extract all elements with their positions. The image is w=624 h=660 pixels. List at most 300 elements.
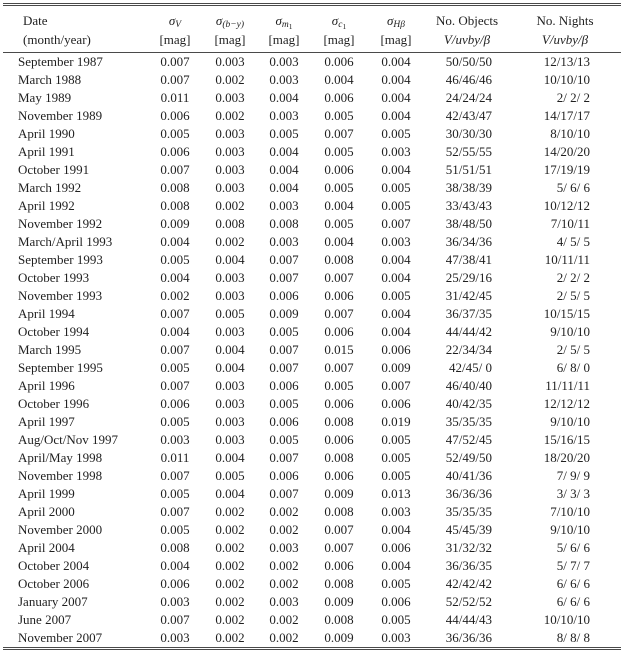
sigma-m1-cell: 0.003 <box>269 54 299 69</box>
sigma-by-cell: 0.002 <box>215 576 245 591</box>
sigma-c1-cell: 0.005 <box>324 144 354 159</box>
objects-cell-value: 38/48/50 <box>445 216 492 231</box>
objects-cell <box>425 107 509 125</box>
sigma-hbeta-cell: 0.005 <box>381 126 411 141</box>
nights-cell <box>509 503 621 521</box>
sigma-v-cell: 0.011 <box>160 450 190 465</box>
table-row <box>3 359 621 377</box>
sigma-hbeta-cell: 0.007 <box>381 378 411 393</box>
date-header-title: Date <box>23 13 48 28</box>
date-cell: November 1998 <box>18 468 103 483</box>
objects-cell <box>425 377 509 395</box>
objects-cell <box>425 269 509 287</box>
nights-cell <box>509 125 621 143</box>
table-row <box>3 125 621 143</box>
sigma-m1-cell: 0.005 <box>269 432 299 447</box>
date-cell: September 1995 <box>18 360 103 375</box>
sigma-hbeta-cell: 0.005 <box>381 576 411 591</box>
table-row <box>3 539 621 557</box>
table-row <box>3 431 621 449</box>
date-cell: March/April 1993 <box>18 234 113 249</box>
objects-cell-value: 25/29/16 <box>445 270 492 285</box>
date-cell: April 2000 <box>18 504 75 519</box>
objects-cell <box>425 323 509 341</box>
sigma-c1-cell: 0.015 <box>324 342 354 357</box>
column-header-date <box>3 5 147 53</box>
sigma-c1-cell: 0.008 <box>324 612 354 627</box>
nights-cell <box>509 251 621 269</box>
table-row <box>3 323 621 341</box>
sigma-c1-cell: 0.009 <box>324 630 354 645</box>
nights-header-subtitle: V/uvby/β <box>541 32 589 47</box>
objects-cell-value: 36/36/36 <box>445 486 492 501</box>
sigma-m1-cell: 0.007 <box>269 360 299 375</box>
table-row <box>3 557 621 575</box>
sigma-by-cell: 0.008 <box>215 216 245 231</box>
objects-cell <box>425 395 509 413</box>
sigma-m1-cell: 0.007 <box>269 342 299 357</box>
sigma-hbeta-cell: 0.004 <box>381 558 411 573</box>
sigma-m1-cell: 0.009 <box>269 306 299 321</box>
paper-page <box>0 3 624 660</box>
nights-cell <box>509 413 621 431</box>
sigma-c1-cell: 0.007 <box>324 270 354 285</box>
table-row <box>3 197 621 215</box>
sigma-v-cell: 0.008 <box>160 180 190 195</box>
sigma-m1-cell: 0.005 <box>269 126 299 141</box>
sigma-v-cell: 0.005 <box>160 360 190 375</box>
nights-cell <box>509 431 621 449</box>
sigma-m1-cell: 0.003 <box>269 234 299 249</box>
sigma-c1-cell: 0.005 <box>324 378 354 393</box>
objects-cell <box>425 53 509 72</box>
date-cell: September 1987 <box>18 54 103 69</box>
date-cell: April 1991 <box>18 144 75 159</box>
objects-cell <box>425 539 509 557</box>
nights-cell-value: 10/12/12 <box>543 198 590 213</box>
nights-cell-value: 8/10/10 <box>550 126 590 141</box>
objects-cell-value: 38/38/39 <box>445 180 492 195</box>
sigma-v-cell: 0.005 <box>160 252 190 267</box>
sigma-hbeta-cell: 0.004 <box>381 306 411 321</box>
date-cell: March 1988 <box>18 72 82 87</box>
sigma-m1-cell: 0.006 <box>269 288 299 303</box>
date-cell: January 2007 <box>18 594 88 609</box>
objects-cell-value: 42/45/ 0 <box>449 360 492 375</box>
nights-cell-value: 9/10/10 <box>550 324 590 339</box>
sigma-v-cell: 0.007 <box>160 72 190 87</box>
nights-cell <box>509 197 621 215</box>
photometry-log-table <box>3 3 621 650</box>
sigma-v-cell: 0.003 <box>160 630 190 645</box>
objects-header-title: No. Objects <box>435 13 499 28</box>
sigma-c1-cell: 0.005 <box>324 216 354 231</box>
sigma-v-cell: 0.007 <box>160 612 190 627</box>
sigma-c1-cell: 0.008 <box>324 414 354 429</box>
nights-cell <box>509 611 621 629</box>
objects-cell <box>425 71 509 89</box>
sigma-c1-cell: 0.007 <box>324 540 354 555</box>
table-row <box>3 251 621 269</box>
objects-cell-value: 42/42/42 <box>445 576 492 591</box>
nights-cell-value: 8/ 8/ 8 <box>556 630 590 645</box>
date-cell: September 1993 <box>18 252 103 267</box>
objects-cell-value: 33/43/43 <box>445 198 492 213</box>
date-cell: November 1993 <box>18 288 103 303</box>
objects-cell-value: 52/49/50 <box>445 450 492 465</box>
table-row <box>3 593 621 611</box>
column-header-sigma-c1: $\sigma_{c_1}$ [mag] <box>311 5 367 53</box>
date-cell: March 1995 <box>18 342 82 357</box>
sigma-v-cell: 0.007 <box>160 162 190 177</box>
nights-cell <box>509 143 621 161</box>
sigma-m1-cell: 0.006 <box>269 378 299 393</box>
nights-cell-value: 10/10/10 <box>543 72 590 87</box>
nights-cell <box>509 539 621 557</box>
table-body <box>3 53 621 649</box>
sigma-hbeta-cell: 0.004 <box>381 90 411 105</box>
sigma-hbeta-cell: 0.019 <box>381 414 411 429</box>
objects-cell <box>425 575 509 593</box>
objects-cell-value: 52/52/52 <box>445 594 492 609</box>
sigma-v-cell: 0.007 <box>160 306 190 321</box>
sigma-v-cell: 0.005 <box>160 486 190 501</box>
sigma-c1-symbol: σ <box>331 13 339 28</box>
sigma-hbeta-cell: 0.004 <box>381 270 411 285</box>
sigma-c1-cell: 0.008 <box>324 450 354 465</box>
sigma-c1-cell: 0.007 <box>324 306 354 321</box>
objects-cell-value: 36/37/35 <box>445 306 492 321</box>
sigma-v-unit: [mag] <box>159 32 191 47</box>
nights-cell-value: 2/ 5/ 5 <box>556 288 590 303</box>
sigma-by-cell: 0.002 <box>215 72 245 87</box>
table-row <box>3 53 621 72</box>
objects-cell-value: 35/35/35 <box>445 414 492 429</box>
date-cell: October 1991 <box>18 162 90 177</box>
nights-cell-value: 5/ 7/ 7 <box>556 558 590 573</box>
sigma-by-cell: 0.004 <box>215 342 245 357</box>
objects-cell <box>425 305 509 323</box>
sigma-by-cell: 0.003 <box>215 288 245 303</box>
sigma-v-cell: 0.007 <box>160 54 190 69</box>
sigma-by-cell: 0.002 <box>215 630 245 645</box>
sigma-by-cell: 0.003 <box>215 126 245 141</box>
table-row <box>3 449 621 467</box>
objects-cell <box>425 557 509 575</box>
sigma-c1-cell: 0.008 <box>324 576 354 591</box>
sigma-v-cell: 0.008 <box>160 540 190 555</box>
date-header-subtitle: (month/year) <box>23 32 91 47</box>
table-row <box>3 89 621 107</box>
table-row <box>3 161 621 179</box>
objects-cell-value: 40/42/35 <box>445 396 492 411</box>
sigma-by-cell: 0.003 <box>215 396 245 411</box>
sigma-m1-cell: 0.002 <box>269 522 299 537</box>
date-cell: April 1990 <box>18 126 75 141</box>
nights-cell-value: 9/10/10 <box>550 522 590 537</box>
sigma-c1-cell: 0.009 <box>324 486 354 501</box>
table-row <box>3 215 621 233</box>
sigma-v-cell: 0.007 <box>160 378 190 393</box>
sigma-v-cell: 0.006 <box>160 576 190 591</box>
table-row <box>3 71 621 89</box>
column-header-sigma-v: $\sigma_V$ [mag] <box>147 5 203 53</box>
nights-cell-value: 7/10/11 <box>550 216 590 231</box>
objects-cell <box>425 611 509 629</box>
sigma-v-cell: 0.004 <box>160 558 190 573</box>
nights-cell <box>509 215 621 233</box>
sigma-m1-cell: 0.002 <box>269 558 299 573</box>
sigma-hbeta-cell: 0.003 <box>381 144 411 159</box>
nights-cell <box>509 305 621 323</box>
sigma-v-cell: 0.005 <box>160 414 190 429</box>
table-row <box>3 575 621 593</box>
nights-cell <box>509 287 621 305</box>
objects-cell <box>425 161 509 179</box>
sigma-m1-cell: 0.003 <box>269 198 299 213</box>
sigma-m1-cell: 0.003 <box>269 594 299 609</box>
sigma-c1-cell: 0.008 <box>324 504 354 519</box>
sigma-m1-cell: 0.004 <box>269 144 299 159</box>
objects-cell-value: 40/41/36 <box>445 468 492 483</box>
sigma-c1-cell: 0.006 <box>324 162 354 177</box>
nights-cell <box>509 521 621 539</box>
date-cell: November 1992 <box>18 216 103 231</box>
sigma-by-unit: [mag] <box>214 32 246 47</box>
nights-cell-value: 12/13/13 <box>543 54 590 69</box>
sigma-m1-cell: 0.004 <box>269 90 299 105</box>
objects-cell <box>425 629 509 649</box>
date-cell: April 1994 <box>18 306 75 321</box>
sigma-v-cell: 0.011 <box>160 90 190 105</box>
nights-cell-value: 14/17/17 <box>543 108 590 123</box>
nights-cell-value: 15/16/15 <box>543 432 590 447</box>
table-row <box>3 611 621 629</box>
nights-cell <box>509 323 621 341</box>
table-row <box>3 413 621 431</box>
sigma-m1-cell: 0.005 <box>269 324 299 339</box>
sigma-c1-cell: 0.006 <box>324 396 354 411</box>
objects-cell <box>425 179 509 197</box>
sigma-v-cell: 0.005 <box>160 522 190 537</box>
objects-cell-value: 36/34/36 <box>445 234 492 249</box>
nights-cell-value: 12/12/12 <box>543 396 590 411</box>
nights-cell <box>509 233 621 251</box>
sigma-m1-cell: 0.002 <box>269 504 299 519</box>
date-cell: October 1996 <box>18 396 90 411</box>
sigma-by-cell: 0.002 <box>215 198 245 213</box>
table-row <box>3 485 621 503</box>
sigma-m1-cell: 0.002 <box>269 612 299 627</box>
sigma-c1-cell: 0.006 <box>324 324 354 339</box>
nights-cell <box>509 161 621 179</box>
sigma-by-cell: 0.003 <box>215 144 245 159</box>
date-cell: April 1997 <box>18 414 75 429</box>
nights-cell-value: 14/20/20 <box>543 144 590 159</box>
table-row <box>3 179 621 197</box>
sigma-by-cell: 0.003 <box>215 54 245 69</box>
nights-cell-value: 18/20/20 <box>543 450 590 465</box>
sigma-hbeta-cell: 0.004 <box>381 72 411 87</box>
objects-cell <box>425 467 509 485</box>
table-row <box>3 287 621 305</box>
table-row <box>3 629 621 649</box>
table-row <box>3 233 621 251</box>
sigma-c1-cell: 0.005 <box>324 180 354 195</box>
sigma-v-symbol: σ <box>168 13 176 28</box>
sigma-hbeta-cell: 0.004 <box>381 324 411 339</box>
sigma-by-cell: 0.002 <box>215 108 245 123</box>
sigma-by-cell: 0.003 <box>215 180 245 195</box>
sigma-hbeta-cell: 0.006 <box>381 396 411 411</box>
nights-cell-value: 6/ 8/ 0 <box>556 360 590 375</box>
sigma-hbeta-cell: 0.007 <box>381 216 411 231</box>
sigma-v-cell: 0.002 <box>160 288 190 303</box>
objects-cell-value: 46/40/40 <box>445 378 492 393</box>
nights-cell-value: 7/ 9/ 9 <box>556 468 590 483</box>
sigma-by-cell: 0.002 <box>215 234 245 249</box>
nights-cell-value: 2/ 5/ 5 <box>556 342 590 357</box>
nights-cell-value: 3/ 3/ 3 <box>556 486 590 501</box>
sigma-by-cell: 0.003 <box>215 162 245 177</box>
sigma-v-cell: 0.004 <box>160 234 190 249</box>
nights-cell <box>509 341 621 359</box>
objects-cell <box>425 89 509 107</box>
nights-cell-value: 2/ 2/ 2 <box>556 90 590 105</box>
sigma-by-cell: 0.003 <box>215 378 245 393</box>
sigma-hbeta-cell: 0.005 <box>381 468 411 483</box>
column-header-sigma-m1: $\sigma_{m_1}$ [mag] <box>257 5 311 53</box>
objects-cell <box>425 359 509 377</box>
sigma-hbeta-cell: 0.003 <box>381 234 411 249</box>
sigma-hbeta-cell: 0.004 <box>381 54 411 69</box>
objects-cell-value: 35/35/35 <box>445 504 492 519</box>
objects-cell-value: 22/34/34 <box>445 342 492 357</box>
sigma-by-cell: 0.002 <box>215 522 245 537</box>
sigma-v-cell: 0.009 <box>160 216 190 231</box>
sigma-v-cell: 0.007 <box>160 342 190 357</box>
sigma-m1-cell: 0.004 <box>269 162 299 177</box>
sigma-by-cell: 0.003 <box>215 90 245 105</box>
nights-cell-value: 9/10/10 <box>550 414 590 429</box>
objects-cell <box>425 485 509 503</box>
sigma-hbeta-cell: 0.004 <box>381 252 411 267</box>
sigma-hbeta-unit: [mag] <box>380 32 412 47</box>
nights-cell <box>509 593 621 611</box>
sigma-hbeta-cell: 0.006 <box>381 540 411 555</box>
nights-cell-value: 4/ 5/ 5 <box>556 234 590 249</box>
objects-cell <box>425 197 509 215</box>
nights-cell <box>509 449 621 467</box>
sigma-m1-cell: 0.008 <box>269 216 299 231</box>
sigma-c1-cell: 0.007 <box>324 360 354 375</box>
date-cell: May 1989 <box>18 90 72 105</box>
table-row <box>3 341 621 359</box>
objects-cell-value: 30/30/30 <box>445 126 492 141</box>
sigma-c1-cell: 0.004 <box>324 234 354 249</box>
nights-cell-value: 5/ 6/ 6 <box>556 180 590 195</box>
column-header-sigma-hbeta: $\sigma_{H\beta}$ [mag] <box>367 5 425 53</box>
sigma-v-cell: 0.005 <box>160 126 190 141</box>
sigma-by-cell: 0.003 <box>215 270 245 285</box>
objects-cell-value: 36/36/36 <box>445 630 492 645</box>
date-cell: November 1989 <box>18 108 103 123</box>
objects-cell-value: 50/50/50 <box>445 54 492 69</box>
nights-cell <box>509 467 621 485</box>
header-row <box>3 5 621 53</box>
nights-cell <box>509 107 621 125</box>
table-row <box>3 467 621 485</box>
sigma-c1-cell: 0.006 <box>324 558 354 573</box>
sigma-v-cell: 0.003 <box>160 432 190 447</box>
objects-cell <box>425 215 509 233</box>
objects-cell-value: 31/32/32 <box>445 540 492 555</box>
sigma-c1-cell: 0.006 <box>324 468 354 483</box>
table-row <box>3 377 621 395</box>
nights-cell <box>509 89 621 107</box>
date-cell: Aug/Oct/Nov 1997 <box>18 432 119 447</box>
sigma-c1-cell: 0.009 <box>324 594 354 609</box>
date-cell: October 2006 <box>18 576 90 591</box>
sigma-hbeta-cell: 0.013 <box>381 486 411 501</box>
nights-cell <box>509 71 621 89</box>
sigma-by-cell: 0.003 <box>215 324 245 339</box>
objects-cell <box>425 503 509 521</box>
nights-cell-value: 17/19/19 <box>543 162 590 177</box>
sigma-m1-cell: 0.002 <box>269 630 299 645</box>
sigma-m1-cell: 0.003 <box>269 72 299 87</box>
table-row <box>3 395 621 413</box>
objects-header-subtitle: V/uvby/β <box>443 32 491 47</box>
objects-cell-value: 52/55/55 <box>445 144 492 159</box>
date-cell: June 2007 <box>18 612 72 627</box>
sigma-by-cell: 0.005 <box>215 468 245 483</box>
nights-cell <box>509 53 621 72</box>
sigma-c1-cell: 0.006 <box>324 288 354 303</box>
sigma-m1-cell: 0.007 <box>269 486 299 501</box>
nights-header-title: No. Nights <box>536 13 594 28</box>
nights-cell <box>509 485 621 503</box>
objects-cell-value: 46/46/46 <box>445 72 492 87</box>
sigma-m1-cell: 0.003 <box>269 540 299 555</box>
table-row <box>3 503 621 521</box>
date-cell: April 1992 <box>18 198 75 213</box>
date-cell: November 2000 <box>18 522 103 537</box>
objects-cell <box>425 125 509 143</box>
sigma-hbeta-cell: 0.005 <box>381 612 411 627</box>
objects-cell-value: 44/44/42 <box>445 324 492 339</box>
sigma-by-cell: 0.005 <box>215 306 245 321</box>
sigma-hbeta-cell: 0.005 <box>381 432 411 447</box>
objects-cell <box>425 143 509 161</box>
table-row <box>3 521 621 539</box>
sigma-by-cell: 0.003 <box>215 432 245 447</box>
date-cell: November 2007 <box>18 630 103 645</box>
sigma-m1-cell: 0.005 <box>269 396 299 411</box>
sigma-v-cell: 0.008 <box>160 198 190 213</box>
sigma-c1-cell: 0.006 <box>324 54 354 69</box>
sigma-v-cell: 0.006 <box>160 108 190 123</box>
column-header-sigma-by: $\sigma_{(b-y)}$ [mag] <box>203 5 257 53</box>
date-cell: April 1996 <box>18 378 75 393</box>
table-row <box>3 143 621 161</box>
date-cell: March 1992 <box>18 180 82 195</box>
nights-cell <box>509 179 621 197</box>
objects-cell <box>425 251 509 269</box>
nights-cell <box>509 629 621 649</box>
sigma-hbeta-symbol: σ <box>386 13 394 28</box>
sigma-hbeta-cell: 0.004 <box>381 162 411 177</box>
